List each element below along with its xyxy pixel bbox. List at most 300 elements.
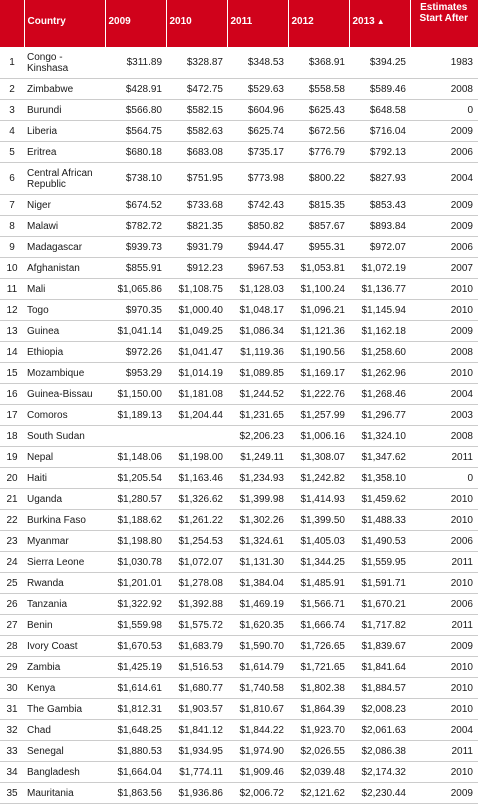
rank-cell: 27 <box>0 615 24 636</box>
table-row <box>0 552 478 573</box>
value-2009-cell: $1,664.04 <box>105 762 166 783</box>
country-cell: Benin <box>24 615 105 636</box>
rank-cell: 18 <box>0 426 24 447</box>
value-2010-cell: $1,683.79 <box>166 636 227 657</box>
table-row <box>0 195 478 216</box>
rank-cell: 7 <box>0 195 24 216</box>
header-estimates-start-after[interactable]: Estimates Start After <box>410 0 478 47</box>
value-2009-cell: $939.73 <box>105 237 166 258</box>
value-2013-cell: $2,174.32 <box>349 762 410 783</box>
value-2009-cell: $953.29 <box>105 363 166 384</box>
rank-cell: 16 <box>0 384 24 405</box>
value-2009-cell: $1,205.54 <box>105 468 166 489</box>
table-row <box>0 216 478 237</box>
header-2013-label: 2013 <box>352 16 375 27</box>
rank-cell: 19 <box>0 447 24 468</box>
value-2012-cell: $1,864.39 <box>288 699 349 720</box>
value-2012-cell: $955.31 <box>288 237 349 258</box>
table-row <box>0 321 478 342</box>
value-2012-cell: $1,100.24 <box>288 279 349 300</box>
estimates-start-cell: 2006 <box>410 142 478 163</box>
value-2011-cell: $1,302.26 <box>227 510 288 531</box>
value-2011-cell: $2,206.23 <box>227 426 288 447</box>
country-cell: Malawi <box>24 216 105 237</box>
rank-cell: 8 <box>0 216 24 237</box>
rank-cell: 23 <box>0 531 24 552</box>
value-2011-cell: $1,974.90 <box>227 741 288 762</box>
table-row <box>0 594 478 615</box>
value-2011-cell: $1,620.35 <box>227 615 288 636</box>
value-2010-cell: $1,326.62 <box>166 489 227 510</box>
table-row <box>0 657 478 678</box>
value-2009-cell: $1,559.98 <box>105 615 166 636</box>
value-2011-cell: $1,590.70 <box>227 636 288 657</box>
value-2013-cell: $792.13 <box>349 142 410 163</box>
value-2009-cell: $1,189.13 <box>105 405 166 426</box>
country-cell: Haiti <box>24 468 105 489</box>
rank-cell: 32 <box>0 720 24 741</box>
value-2012-cell: $1,053.81 <box>288 258 349 279</box>
table-header <box>0 0 478 47</box>
rank-cell: 21 <box>0 489 24 510</box>
value-2009-cell: $564.75 <box>105 121 166 142</box>
value-2011-cell: $1,324.61 <box>227 531 288 552</box>
value-2011-cell: $1,131.30 <box>227 552 288 573</box>
header-2013[interactable] <box>349 0 410 47</box>
value-2009-cell: $855.91 <box>105 258 166 279</box>
table-row <box>0 79 478 100</box>
value-2010-cell: $1,516.53 <box>166 657 227 678</box>
estimates-start-cell: 2011 <box>410 615 478 636</box>
estimates-start-cell: 2008 <box>410 342 478 363</box>
rank-cell: 2 <box>0 79 24 100</box>
estimates-start-cell: 2010 <box>410 573 478 594</box>
value-2010-cell: $582.63 <box>166 121 227 142</box>
value-2013-cell: $1,884.57 <box>349 678 410 699</box>
value-2011-cell: $2,006.72 <box>227 783 288 804</box>
value-2012-cell: $1,566.71 <box>288 594 349 615</box>
estimates-start-cell: 2010 <box>410 678 478 699</box>
value-2012-cell: $1,190.56 <box>288 342 349 363</box>
value-2010-cell: $1,000.40 <box>166 300 227 321</box>
header-2009[interactable]: 2009 <box>105 0 166 47</box>
country-cell: Nepal <box>24 447 105 468</box>
rank-cell: 15 <box>0 363 24 384</box>
value-2009-cell: $1,198.80 <box>105 531 166 552</box>
country-cell: Togo <box>24 300 105 321</box>
table-row <box>0 531 478 552</box>
value-2012-cell: $1,006.16 <box>288 426 349 447</box>
estimates-start-cell: 2010 <box>410 300 478 321</box>
estimates-start-cell: 2003 <box>410 405 478 426</box>
table-row <box>0 405 478 426</box>
value-2010-cell: $1,261.22 <box>166 510 227 531</box>
value-2011-cell: $850.82 <box>227 216 288 237</box>
value-2012-cell: $625.43 <box>288 100 349 121</box>
estimates-start-cell: 2010 <box>410 489 478 510</box>
rank-cell: 3 <box>0 100 24 121</box>
value-2013-cell: $893.84 <box>349 216 410 237</box>
value-2012-cell: $800.22 <box>288 163 349 195</box>
value-2011-cell: $1,909.46 <box>227 762 288 783</box>
country-cell: Niger <box>24 195 105 216</box>
country-cell: Rwanda <box>24 573 105 594</box>
estimates-start-cell: 2007 <box>410 258 478 279</box>
value-2009-cell: $1,065.86 <box>105 279 166 300</box>
rank-cell: 28 <box>0 636 24 657</box>
value-2009-cell: $738.10 <box>105 163 166 195</box>
value-2010-cell: $1,575.72 <box>166 615 227 636</box>
rank-cell: 34 <box>0 762 24 783</box>
estimates-start-cell: 2010 <box>410 699 478 720</box>
table-row <box>0 762 478 783</box>
value-2011-cell: $1,089.85 <box>227 363 288 384</box>
table-row <box>0 447 478 468</box>
value-2013-cell: $1,839.67 <box>349 636 410 657</box>
value-2010-cell: $1,204.44 <box>166 405 227 426</box>
value-2009-cell: $428.91 <box>105 79 166 100</box>
rank-cell: 33 <box>0 741 24 762</box>
rank-cell: 22 <box>0 510 24 531</box>
value-2010-cell: $1,014.19 <box>166 363 227 384</box>
value-2009-cell: $1,030.78 <box>105 552 166 573</box>
value-2010-cell: $1,934.95 <box>166 741 227 762</box>
value-2011-cell: $1,810.67 <box>227 699 288 720</box>
value-2013-cell: $1,347.62 <box>349 447 410 468</box>
value-2010-cell: $751.95 <box>166 163 227 195</box>
value-2011-cell: $1,740.58 <box>227 678 288 699</box>
table-row <box>0 720 478 741</box>
value-2011-cell: $1,048.17 <box>227 300 288 321</box>
value-2012-cell: $1,485.91 <box>288 573 349 594</box>
value-2013-cell: $589.46 <box>349 79 410 100</box>
value-2009-cell: $1,812.31 <box>105 699 166 720</box>
table-row <box>0 47 478 79</box>
country-cell: Congo - Kinshasa <box>24 47 105 79</box>
value-2011-cell: $348.53 <box>227 47 288 79</box>
rank-cell: 20 <box>0 468 24 489</box>
table-row <box>0 300 478 321</box>
table-row <box>0 636 478 657</box>
estimates-start-cell: 2008 <box>410 79 478 100</box>
table-row <box>0 258 478 279</box>
value-2013-cell: $827.93 <box>349 163 410 195</box>
value-2009-cell: $1,201.01 <box>105 573 166 594</box>
country-cell: Senegal <box>24 741 105 762</box>
value-2012-cell: $1,344.25 <box>288 552 349 573</box>
value-2011-cell: $1,384.04 <box>227 573 288 594</box>
rank-cell: 1 <box>0 47 24 79</box>
rank-cell: 14 <box>0 342 24 363</box>
country-cell: Chad <box>24 720 105 741</box>
value-2011-cell: $1,399.98 <box>227 489 288 510</box>
country-cell: Zambia <box>24 657 105 678</box>
table-row <box>0 615 478 636</box>
value-2010-cell: $683.08 <box>166 142 227 163</box>
value-2012-cell: $1,222.76 <box>288 384 349 405</box>
value-2010-cell: $1,680.77 <box>166 678 227 699</box>
estimates-start-cell: 2011 <box>410 741 478 762</box>
value-2013-cell: $853.43 <box>349 195 410 216</box>
rank-cell: 35 <box>0 783 24 804</box>
value-2010-cell: $1,841.12 <box>166 720 227 741</box>
value-2013-cell: $1,459.62 <box>349 489 410 510</box>
value-2012-cell: $2,026.55 <box>288 741 349 762</box>
value-2013-cell: $1,072.19 <box>349 258 410 279</box>
table-row <box>0 342 478 363</box>
estimates-start-cell: 2009 <box>410 636 478 657</box>
value-2012-cell: $1,308.07 <box>288 447 349 468</box>
value-2011-cell: $967.53 <box>227 258 288 279</box>
value-2010-cell: $1,903.57 <box>166 699 227 720</box>
value-2013-cell: $972.07 <box>349 237 410 258</box>
value-2010-cell: $1,049.25 <box>166 321 227 342</box>
country-cell: Madagascar <box>24 237 105 258</box>
value-2009-cell: $972.26 <box>105 342 166 363</box>
country-cell: Liberia <box>24 121 105 142</box>
sort-ascending-icon: ▲ <box>376 17 385 26</box>
value-2009-cell: $566.80 <box>105 100 166 121</box>
table-row <box>0 426 478 447</box>
rank-cell: 4 <box>0 121 24 142</box>
value-2010-cell: $821.35 <box>166 216 227 237</box>
value-2012-cell: $1,802.38 <box>288 678 349 699</box>
country-cell: The Gambia <box>24 699 105 720</box>
country-cell: Ethiopia <box>24 342 105 363</box>
rank-cell: 26 <box>0 594 24 615</box>
country-cell: Burkina Faso <box>24 510 105 531</box>
header-2010[interactable]: 2010 <box>166 0 227 47</box>
value-2010-cell: $931.79 <box>166 237 227 258</box>
rank-cell: 17 <box>0 405 24 426</box>
value-2009-cell: $1,614.61 <box>105 678 166 699</box>
estimates-start-cell: 0 <box>410 100 478 121</box>
country-cell: Burundi <box>24 100 105 121</box>
value-2012-cell: $1,121.36 <box>288 321 349 342</box>
value-2012-cell: $1,726.65 <box>288 636 349 657</box>
country-cell: Kenya <box>24 678 105 699</box>
rank-cell: 30 <box>0 678 24 699</box>
rank-cell: 31 <box>0 699 24 720</box>
table-row <box>0 384 478 405</box>
value-2011-cell: $529.63 <box>227 79 288 100</box>
value-2013-cell: $1,258.60 <box>349 342 410 363</box>
country-cell: Bangladesh <box>24 762 105 783</box>
header-2011[interactable]: 2011 <box>227 0 288 47</box>
value-2011-cell: $773.98 <box>227 163 288 195</box>
value-2011-cell: $1,234.93 <box>227 468 288 489</box>
header-country[interactable]: Country <box>24 0 105 47</box>
country-cell: Guinea <box>24 321 105 342</box>
value-2013-cell: $1,296.77 <box>349 405 410 426</box>
table-row <box>0 363 478 384</box>
rank-cell: 13 <box>0 321 24 342</box>
value-2013-cell: $2,008.23 <box>349 699 410 720</box>
value-2013-cell: $1,358.10 <box>349 468 410 489</box>
value-2009-cell <box>105 426 166 447</box>
rank-cell: 9 <box>0 237 24 258</box>
value-2011-cell: $1,244.52 <box>227 384 288 405</box>
value-2010-cell: $1,072.07 <box>166 552 227 573</box>
country-cell: Mozambique <box>24 363 105 384</box>
value-2013-cell: $1,262.96 <box>349 363 410 384</box>
value-2010-cell: $1,181.08 <box>166 384 227 405</box>
value-2013-cell: $1,324.10 <box>349 426 410 447</box>
table-row <box>0 142 478 163</box>
value-2009-cell: $1,188.62 <box>105 510 166 531</box>
table-row <box>0 468 478 489</box>
value-2011-cell: $1,249.11 <box>227 447 288 468</box>
estimates-start-cell: 2006 <box>410 594 478 615</box>
header-2012[interactable]: 2012 <box>288 0 349 47</box>
value-2012-cell: $815.35 <box>288 195 349 216</box>
value-2012-cell: $857.67 <box>288 216 349 237</box>
table-body <box>0 47 478 804</box>
value-2010-cell: $1,254.53 <box>166 531 227 552</box>
estimates-start-cell: 2009 <box>410 195 478 216</box>
country-cell: Mauritania <box>24 783 105 804</box>
value-2013-cell: $394.25 <box>349 47 410 79</box>
value-2010-cell: $1,392.88 <box>166 594 227 615</box>
rank-cell: 5 <box>0 142 24 163</box>
value-2012-cell: $2,121.62 <box>288 783 349 804</box>
value-2012-cell: $368.91 <box>288 47 349 79</box>
country-cell: Comoros <box>24 405 105 426</box>
country-cell: Uganda <box>24 489 105 510</box>
value-2009-cell: $674.52 <box>105 195 166 216</box>
value-2009-cell: $1,041.14 <box>105 321 166 342</box>
value-2011-cell: $742.43 <box>227 195 288 216</box>
value-2011-cell: $625.74 <box>227 121 288 142</box>
estimates-start-cell: 2008 <box>410 426 478 447</box>
rank-cell: 11 <box>0 279 24 300</box>
value-2011-cell: $1,844.22 <box>227 720 288 741</box>
value-2012-cell: $1,721.65 <box>288 657 349 678</box>
value-2011-cell: $1,231.65 <box>227 405 288 426</box>
value-2013-cell: $2,061.63 <box>349 720 410 741</box>
value-2013-cell: $1,670.21 <box>349 594 410 615</box>
estimates-start-cell: 2009 <box>410 783 478 804</box>
estimates-start-cell: 2010 <box>410 363 478 384</box>
value-2009-cell: $1,648.25 <box>105 720 166 741</box>
value-2011-cell: $1,614.79 <box>227 657 288 678</box>
value-2010-cell: $328.87 <box>166 47 227 79</box>
country-cell: Mali <box>24 279 105 300</box>
value-2011-cell: $735.17 <box>227 142 288 163</box>
estimates-start-cell: 2010 <box>410 762 478 783</box>
value-2012-cell: $672.56 <box>288 121 349 142</box>
country-cell: Tanzania <box>24 594 105 615</box>
country-cell: Zimbabwe <box>24 79 105 100</box>
country-cell: Sierra Leone <box>24 552 105 573</box>
value-2013-cell: $1,591.71 <box>349 573 410 594</box>
value-2010-cell: $582.15 <box>166 100 227 121</box>
value-2013-cell: $2,086.38 <box>349 741 410 762</box>
value-2010-cell: $1,278.08 <box>166 573 227 594</box>
value-2009-cell: $1,148.06 <box>105 447 166 468</box>
value-2009-cell: $1,322.92 <box>105 594 166 615</box>
value-2012-cell: $1,923.70 <box>288 720 349 741</box>
value-2012-cell: $1,169.17 <box>288 363 349 384</box>
table-row <box>0 678 478 699</box>
value-2010-cell: $472.75 <box>166 79 227 100</box>
value-2009-cell: $1,880.53 <box>105 741 166 762</box>
estimates-start-cell: 2009 <box>410 121 478 142</box>
value-2013-cell: $1,136.77 <box>349 279 410 300</box>
value-2010-cell: $733.68 <box>166 195 227 216</box>
estimates-start-cell: 2010 <box>410 279 478 300</box>
estimates-start-cell: 2009 <box>410 216 478 237</box>
country-cell: Afghanistan <box>24 258 105 279</box>
value-2009-cell: $311.89 <box>105 47 166 79</box>
value-2011-cell: $1,469.19 <box>227 594 288 615</box>
value-2010-cell: $1,041.47 <box>166 342 227 363</box>
table-row <box>0 100 478 121</box>
country-cell: Ivory Coast <box>24 636 105 657</box>
value-2009-cell: $1,863.56 <box>105 783 166 804</box>
estimates-start-cell: 2009 <box>410 321 478 342</box>
rank-cell: 25 <box>0 573 24 594</box>
country-cell: Central African Republic <box>24 163 105 195</box>
value-2010-cell <box>166 426 227 447</box>
value-2009-cell: $1,670.53 <box>105 636 166 657</box>
table-row <box>0 279 478 300</box>
table-row <box>0 783 478 804</box>
value-2012-cell: $776.79 <box>288 142 349 163</box>
estimates-start-cell: 2004 <box>410 163 478 195</box>
value-2010-cell: $1,163.46 <box>166 468 227 489</box>
value-2013-cell: $1,268.46 <box>349 384 410 405</box>
table-row <box>0 121 478 142</box>
estimates-start-cell: 2004 <box>410 384 478 405</box>
estimates-start-cell: 2010 <box>410 510 478 531</box>
value-2011-cell: $1,119.36 <box>227 342 288 363</box>
value-2010-cell: $1,198.00 <box>166 447 227 468</box>
estimates-start-cell: 2010 <box>410 657 478 678</box>
value-2012-cell: $1,096.21 <box>288 300 349 321</box>
country-cell: South Sudan <box>24 426 105 447</box>
value-2010-cell: $1,108.75 <box>166 279 227 300</box>
rank-cell: 10 <box>0 258 24 279</box>
country-cell: Myanmar <box>24 531 105 552</box>
value-2013-cell: $1,717.82 <box>349 615 410 636</box>
value-2012-cell: $1,242.82 <box>288 468 349 489</box>
table-row <box>0 573 478 594</box>
estimates-start-cell: 0 <box>410 468 478 489</box>
value-2013-cell: $1,841.64 <box>349 657 410 678</box>
value-2012-cell: $1,399.50 <box>288 510 349 531</box>
value-2012-cell: $2,039.48 <box>288 762 349 783</box>
estimates-start-cell: 2011 <box>410 552 478 573</box>
value-2010-cell: $1,936.86 <box>166 783 227 804</box>
table-row <box>0 163 478 195</box>
estimates-start-cell: 1983 <box>410 47 478 79</box>
value-2012-cell: $1,414.93 <box>288 489 349 510</box>
value-2013-cell: $1,490.53 <box>349 531 410 552</box>
value-2013-cell: $1,559.95 <box>349 552 410 573</box>
value-2009-cell: $970.35 <box>105 300 166 321</box>
value-2012-cell: $558.58 <box>288 79 349 100</box>
value-2013-cell: $1,162.18 <box>349 321 410 342</box>
table-row <box>0 699 478 720</box>
value-2010-cell: $912.23 <box>166 258 227 279</box>
value-2011-cell: $604.96 <box>227 100 288 121</box>
value-2011-cell: $944.47 <box>227 237 288 258</box>
value-2009-cell: $1,150.00 <box>105 384 166 405</box>
value-2012-cell: $1,666.74 <box>288 615 349 636</box>
value-2013-cell: $1,145.94 <box>349 300 410 321</box>
estimates-start-cell: 2011 <box>410 447 478 468</box>
